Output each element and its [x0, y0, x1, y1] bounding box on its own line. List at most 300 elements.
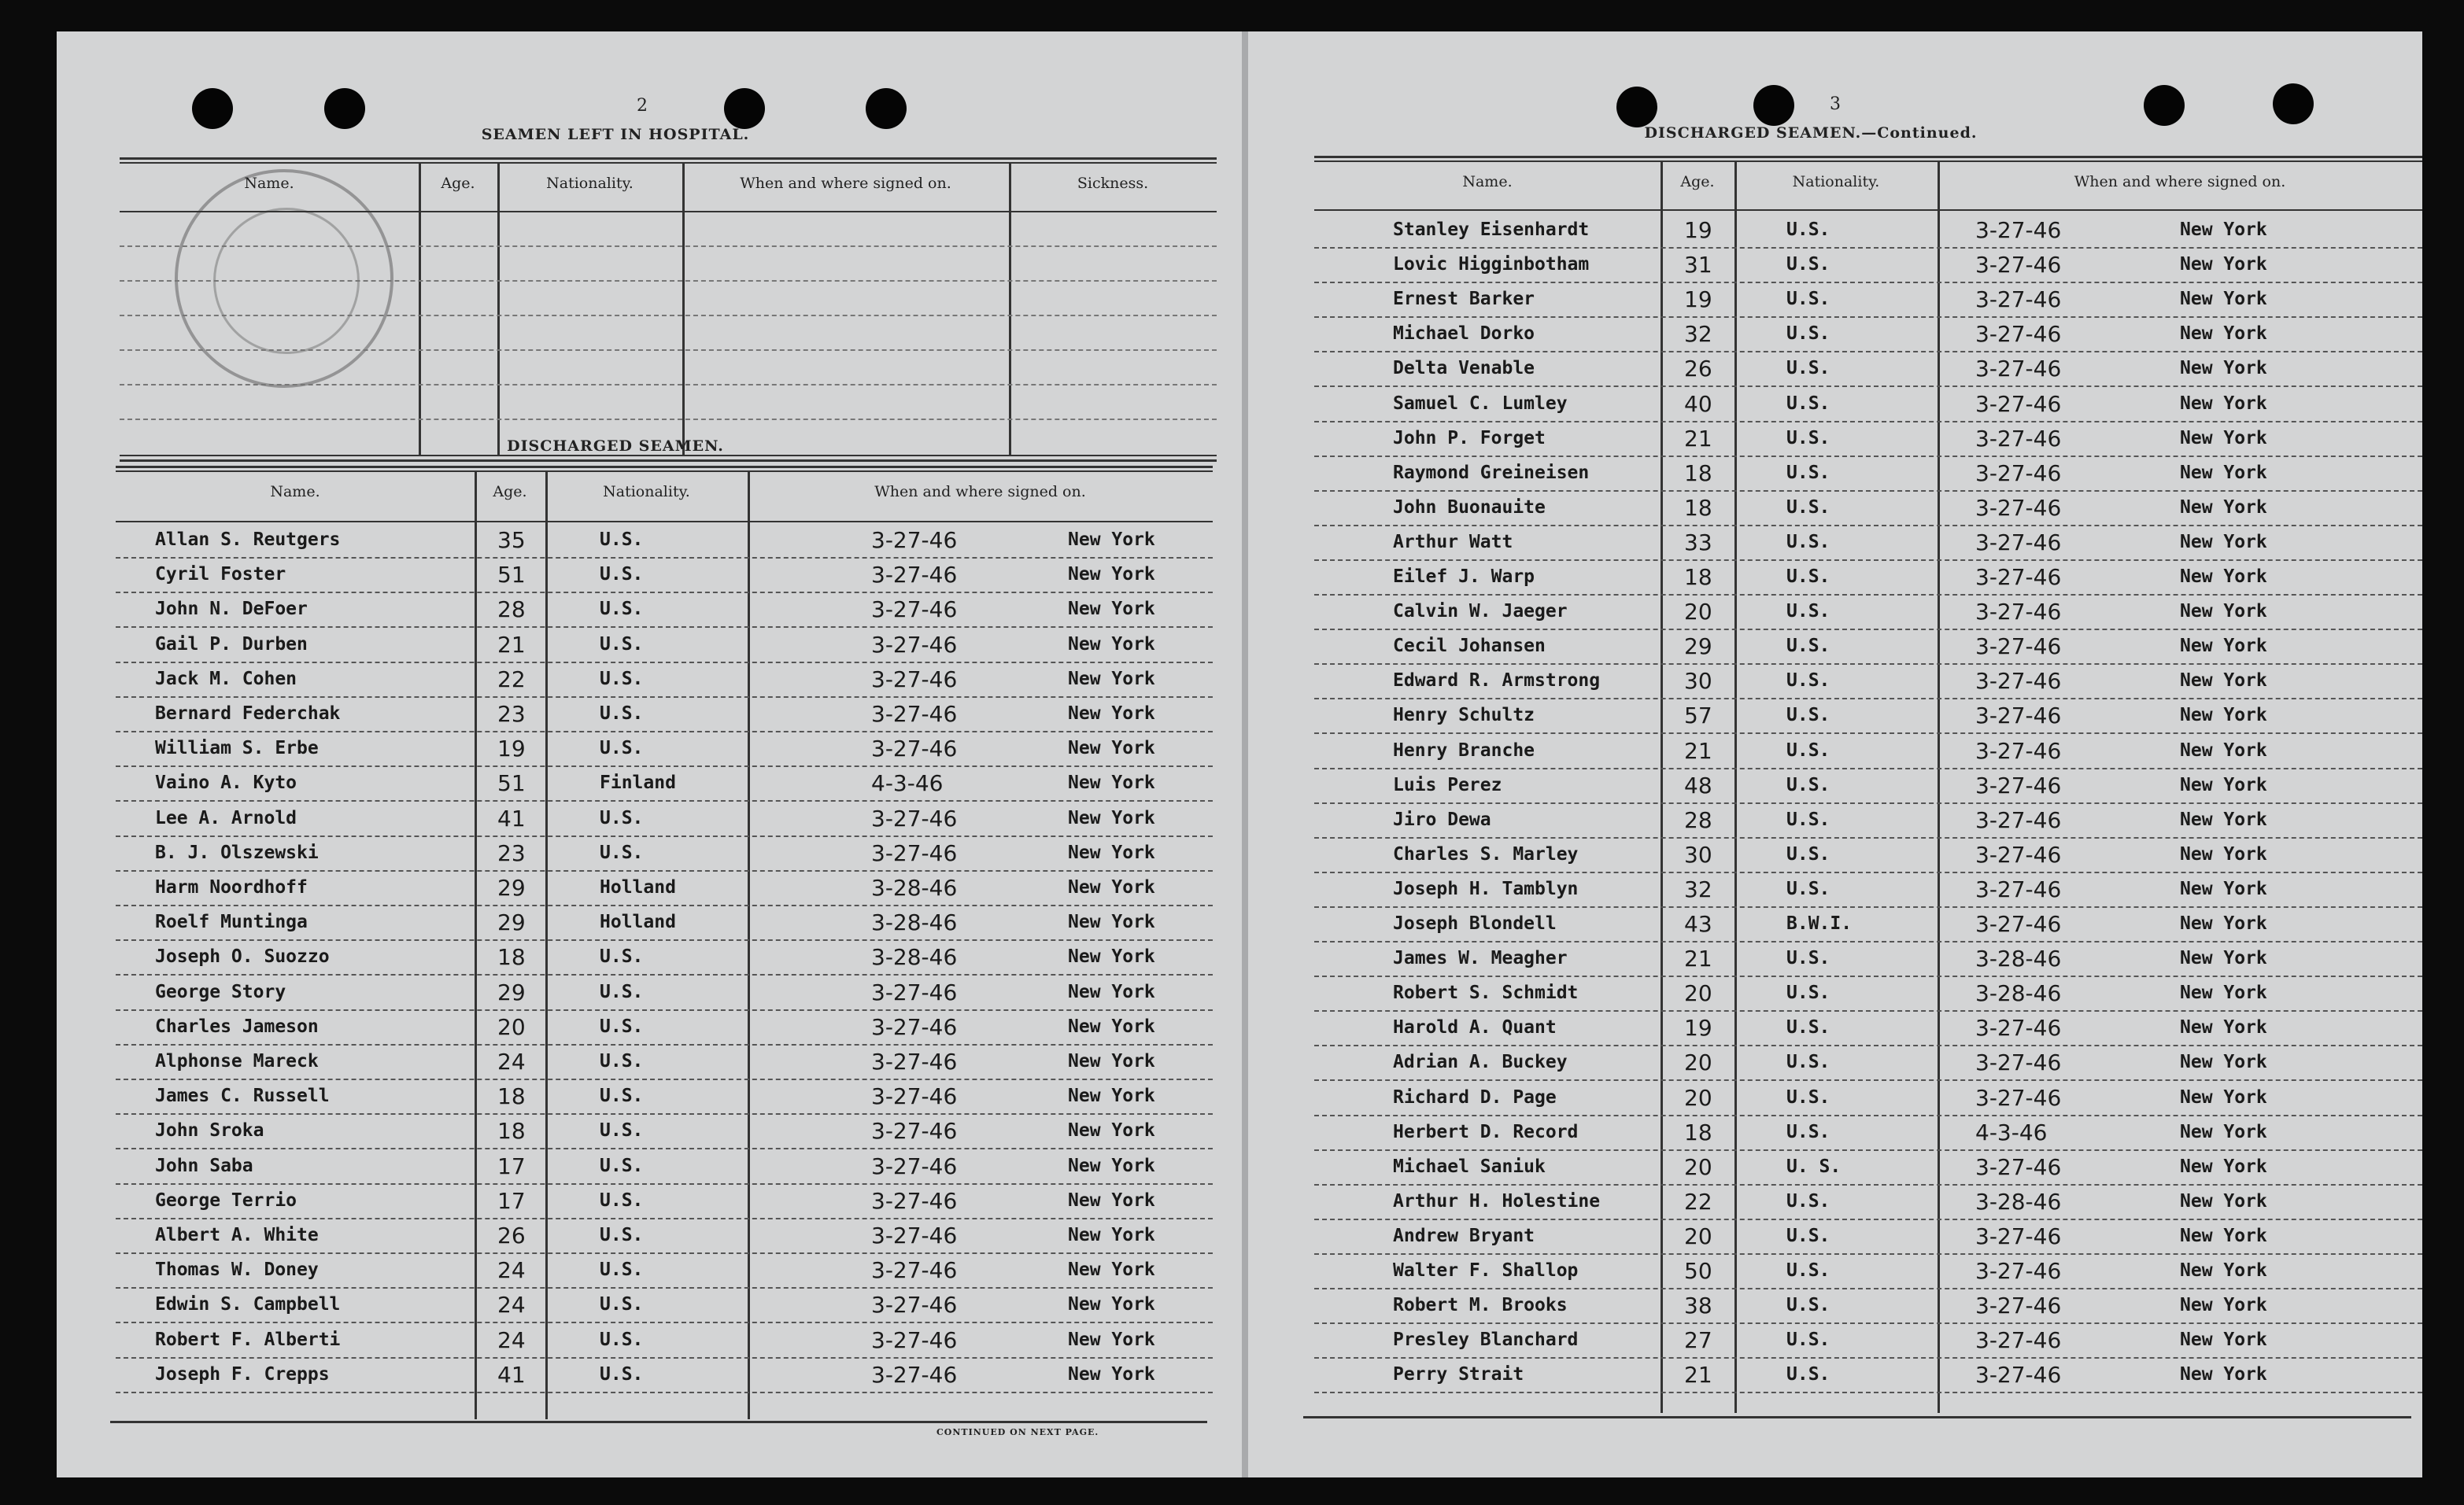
punch-hole: [324, 88, 365, 129]
table-row: [116, 629, 1213, 663]
table-row: [1314, 561, 2422, 596]
seaman-age: 18: [1684, 494, 1712, 521]
signed-on-date: 4-3-46: [871, 770, 944, 797]
seaman-age: 28: [1684, 806, 1712, 833]
signed-on-date: 3-27-46: [871, 666, 958, 692]
table-row: [1314, 352, 2422, 387]
signed-on-place: New York: [2180, 1121, 2267, 1142]
seaman-name: Herbert D. Record: [1393, 1121, 1579, 1142]
seaman-age: 50: [1684, 1258, 1712, 1284]
seaman-nationality: U.S.: [600, 1190, 644, 1211]
table-row: [1314, 1046, 2422, 1081]
seaman-age: 30: [1684, 841, 1712, 868]
table-row: [116, 1046, 1213, 1080]
rule: [120, 459, 1217, 462]
seaman-name: Lovic Higginbotham: [1393, 254, 1590, 275]
signed-on-date: 3-28-46: [1975, 946, 2062, 972]
rule: [1314, 160, 2422, 162]
seaman-nationality: Finland: [600, 773, 676, 794]
signed-on-date: 3-27-46: [1975, 459, 2062, 486]
seaman-age: 19: [497, 736, 526, 762]
signed-on-place: New York: [2180, 1156, 2267, 1177]
table-row: [116, 1324, 1213, 1359]
signed-on-place: New York: [1068, 633, 1155, 655]
seaman-nationality: U.S.: [600, 1120, 644, 1142]
signed-on-date: 3-27-46: [871, 1187, 958, 1214]
signed-on-date: 3-27-46: [871, 736, 958, 762]
signed-on-date: 3-27-46: [1975, 1258, 2062, 1284]
signed-on-date: 3-27-46: [1975, 1015, 2062, 1042]
seaman-name: Eilef J. Warp: [1393, 566, 1535, 587]
seaman-name: Robert F. Alberti: [155, 1329, 341, 1350]
punch-hole: [724, 88, 765, 129]
table-row: [116, 941, 1213, 976]
page-number: 3: [1830, 94, 1841, 114]
rule: [116, 470, 1213, 472]
table-row: [116, 1115, 1213, 1149]
signed-on-place: New York: [2180, 1086, 2267, 1108]
signed-on-date: 3-27-46: [871, 1118, 958, 1145]
signed-on-place: New York: [2180, 636, 2267, 657]
signed-on-date: 3-27-46: [1975, 772, 2062, 799]
signed-on-date: 3-27-46: [871, 1292, 958, 1319]
seaman-name: Charles S. Marley: [1393, 843, 1579, 865]
seaman-nationality: U.S.: [1786, 393, 1830, 414]
seaman-nationality: U.S.: [1786, 1295, 1830, 1316]
signed-on-date: 3-27-46: [871, 631, 958, 658]
seaman-name: George Terrio: [155, 1190, 297, 1211]
signed-on-place: New York: [2180, 913, 2267, 934]
table-row: [1314, 1255, 2422, 1289]
column-header-name: Name.: [1462, 173, 1513, 190]
signed-on-place: New York: [2180, 427, 2267, 448]
seaman-nationality: U.S.: [600, 1260, 644, 1281]
seaman-nationality: Holland: [600, 912, 676, 933]
seaman-age: 20: [1684, 1153, 1712, 1180]
table-row: [116, 698, 1213, 732]
seaman-name: Andrew Bryant: [1393, 1225, 1535, 1246]
column-header-signed-on: When and where signed on.: [740, 175, 951, 192]
blank-row: [120, 419, 1217, 420]
seaman-age: 18: [497, 1083, 526, 1110]
seaman-nationality: U.S.: [1786, 1364, 1830, 1385]
seaman-nationality: U.S.: [1786, 983, 1830, 1004]
seaman-nationality: U.S.: [1786, 289, 1830, 310]
seaman-age: 20: [1684, 1084, 1712, 1111]
signed-on-place: New York: [2180, 358, 2267, 379]
table-row: [1314, 699, 2422, 734]
signed-on-date: 3-27-46: [871, 1223, 958, 1249]
seaman-nationality: U.S.: [1786, 1225, 1830, 1246]
rule: [120, 162, 1217, 164]
seaman-name: Cecil Johansen: [1393, 636, 1546, 657]
signed-on-date: 3-27-46: [1975, 321, 2062, 348]
column-header-nationality: Nationality.: [546, 175, 634, 192]
seaman-nationality: U.S.: [600, 738, 644, 759]
signed-on-place: New York: [2180, 1017, 2267, 1038]
table-row: [1314, 596, 2422, 630]
rule: [120, 455, 1217, 456]
table-row: [1314, 1324, 2422, 1359]
signed-on-place: New York: [1068, 1190, 1155, 1211]
seaman-nationality: U.S.: [1786, 496, 1830, 518]
signed-on-place: New York: [1068, 912, 1155, 933]
blank-row: [120, 315, 1217, 316]
seaman-nationality: U.S.: [600, 946, 644, 968]
column-divider: [682, 164, 685, 456]
seaman-nationality: B.W.I.: [1786, 913, 1853, 934]
seaman-name: Adrian A. Buckey: [1393, 1052, 1568, 1073]
column-header-signed-on: When and where signed on.: [2074, 173, 2286, 190]
seaman-name: Harm Noordhoff: [155, 877, 308, 898]
rule: [1314, 156, 2422, 158]
seaman-age: 24: [497, 1326, 526, 1353]
seaman-name: Bernard Federchak: [155, 703, 341, 724]
seaman-name: Michael Dorko: [1393, 323, 1535, 345]
signed-on-date: 3-27-46: [1975, 286, 2062, 313]
table-row: [1314, 630, 2422, 665]
rule: [116, 521, 1213, 522]
table-row: [116, 1011, 1213, 1046]
blank-row: [120, 245, 1217, 247]
signed-on-place: New York: [2180, 1330, 2267, 1351]
signed-on-place: New York: [1068, 1051, 1155, 1072]
signed-on-place: New York: [2180, 1260, 2267, 1281]
seaman-name: Joseph F. Crepps: [155, 1363, 330, 1385]
table-row: [1314, 1082, 2422, 1116]
signed-on-place: New York: [2180, 774, 2267, 795]
rule: [110, 1421, 1207, 1423]
signed-on-date: 3-27-46: [1975, 1327, 2062, 1354]
table-row: [1314, 388, 2422, 422]
signed-on-date: 3-27-46: [871, 1083, 958, 1110]
table-row: [1314, 526, 2422, 561]
seaman-age: 38: [1684, 1293, 1712, 1319]
signed-on-date: 3-27-46: [1975, 703, 2062, 729]
signed-on-date: 3-27-46: [871, 1257, 958, 1284]
signed-on-date: 3-27-46: [871, 839, 958, 866]
signed-on-date: 3-28-46: [871, 909, 958, 936]
seaman-name: William S. Erbe: [155, 738, 319, 759]
column-divider: [497, 164, 500, 456]
signed-on-place: New York: [2180, 983, 2267, 1004]
seaman-age: 32: [1684, 321, 1712, 348]
seaman-nationality: U.S.: [1786, 740, 1830, 761]
signed-on-date: 3-27-46: [1975, 494, 2062, 521]
seaman-name: Michael Saniuk: [1393, 1156, 1546, 1177]
table-row: [1314, 977, 2422, 1012]
table-row: [116, 767, 1213, 802]
left-page: [57, 31, 1242, 1477]
seaman-nationality: U.S.: [600, 703, 644, 724]
signed-on-place: New York: [2180, 219, 2267, 240]
seaman-nationality: U.S.: [600, 1086, 644, 1107]
seaman-name: Jack M. Cohen: [155, 668, 297, 689]
table-row: [116, 976, 1213, 1011]
table-row: [1314, 214, 2422, 249]
signed-on-date: 3-27-46: [871, 1361, 958, 1388]
seaman-name: James C. Russell: [155, 1086, 330, 1107]
seaman-age: 26: [1684, 356, 1712, 382]
seaman-name: Luis Perez: [1393, 774, 1502, 795]
seaman-name: Vaino A. Kyto: [155, 773, 297, 794]
seaman-name: Robert S. Schmidt: [1393, 983, 1579, 1004]
seaman-name: Jiro Dewa: [1393, 809, 1491, 830]
seaman-age: 35: [497, 527, 526, 553]
seaman-nationality: U.S.: [1786, 1017, 1830, 1038]
seaman-name: Allan S. Reutgers: [155, 529, 341, 550]
seaman-name: Edwin S. Campbell: [155, 1294, 341, 1315]
column-header-name: Name.: [270, 483, 320, 500]
table-row: [116, 1080, 1213, 1115]
seaman-nationality: U.S.: [1786, 427, 1830, 448]
seaman-name: John Buonauite: [1393, 496, 1546, 518]
column-header-name: Name.: [244, 175, 294, 192]
table-row: [1314, 665, 2422, 699]
signed-on-date: 3-27-46: [871, 805, 958, 832]
table-row: [116, 1359, 1213, 1393]
seaman-age: 23: [497, 701, 526, 727]
seaman-nationality: U.S.: [1786, 219, 1830, 240]
signed-on-place: New York: [2180, 393, 2267, 414]
page-fold: [1242, 31, 1248, 1477]
seaman-nationality: U.S.: [1786, 462, 1830, 483]
punch-hole: [2273, 83, 2314, 124]
signed-on-place: New York: [1068, 807, 1155, 828]
seaman-nationality: U.S.: [1786, 705, 1830, 726]
column-divider: [419, 164, 421, 456]
signed-on-date: 3-27-46: [1975, 911, 2062, 937]
signed-on-place: New York: [1068, 877, 1155, 898]
table-row: [116, 802, 1213, 837]
seaman-age: 20: [1684, 980, 1712, 1007]
seaman-age: 31: [1684, 252, 1712, 278]
seaman-nationality: U.S.: [600, 1329, 644, 1350]
signed-on-date: 3-27-46: [1975, 841, 2062, 868]
column-header-age: Age.: [1680, 173, 1715, 190]
signed-on-date: 3-27-46: [1975, 1293, 2062, 1319]
signed-on-date: 3-27-46: [871, 527, 958, 553]
seaman-name: Ernest Barker: [1393, 289, 1535, 310]
blank-row: [120, 384, 1217, 385]
seaman-name: Roelf Muntinga: [155, 912, 308, 933]
signed-on-date: 3-28-46: [871, 944, 958, 971]
table-row: [116, 593, 1213, 628]
signed-on-place: New York: [2180, 740, 2267, 761]
seaman-age: 18: [497, 1118, 526, 1145]
table-row: [116, 837, 1213, 872]
seaman-age: 40: [1684, 390, 1712, 417]
seaman-nationality: U.S.: [600, 1016, 644, 1037]
signed-on-place: New York: [1068, 703, 1155, 724]
rule: [120, 211, 1217, 212]
table-row: [116, 872, 1213, 906]
table-row: [1314, 457, 2422, 492]
seaman-name: Harold A. Quant: [1393, 1017, 1557, 1038]
discharged-continued-title: DISCHARGED SEAMEN.—Continued.: [1644, 124, 1978, 142]
seaman-age: 32: [1684, 876, 1712, 902]
seaman-nationality: U.S.: [1786, 670, 1830, 692]
seaman-name: Calvin W. Jaeger: [1393, 601, 1568, 622]
signed-on-place: New York: [2180, 948, 2267, 969]
discharged-section-title: DISCHARGED SEAMEN.: [507, 437, 724, 455]
signed-on-date: 3-27-46: [1975, 1223, 2062, 1249]
seaman-name: Arthur H. Holestine: [1393, 1190, 1601, 1212]
signed-on-place: New York: [2180, 1190, 2267, 1212]
signed-on-place: New York: [1068, 1329, 1155, 1350]
seaman-name: Samuel C. Lumley: [1393, 393, 1568, 414]
punch-hole: [866, 88, 907, 129]
seaman-nationality: Holland: [600, 877, 676, 898]
seaman-nationality: U.S.: [1786, 1052, 1830, 1073]
signed-on-place: New York: [2180, 705, 2267, 726]
seaman-nationality: U.S.: [1786, 531, 1830, 552]
signed-on-date: 4-3-46: [1975, 1119, 2048, 1145]
seaman-age: 20: [497, 1013, 526, 1040]
seaman-nationality: U.S.: [600, 564, 644, 585]
signed-on-date: 3-27-46: [871, 1153, 958, 1179]
seaman-nationality: U.S.: [1786, 948, 1830, 969]
signed-on-date: 3-27-46: [1975, 876, 2062, 902]
table-row: [1314, 735, 2422, 769]
signed-on-date: 3-27-46: [871, 1013, 958, 1040]
signed-on-place: New York: [2180, 1225, 2267, 1246]
table-row: [1314, 1151, 2422, 1186]
table-row: [1314, 1220, 2422, 1255]
seaman-name: Cyril Foster: [155, 564, 286, 585]
seaman-name: John P. Forget: [1393, 427, 1546, 448]
seaman-nationality: U.S.: [600, 1225, 644, 1245]
table-row: [1314, 1012, 2422, 1046]
seaman-name: George Story: [155, 981, 286, 1002]
seaman-age: 21: [1684, 946, 1712, 972]
signed-on-date: 3-27-46: [1975, 1153, 2062, 1180]
seaman-name: John Saba: [155, 1155, 253, 1176]
signed-on-date: 3-27-46: [1975, 1049, 2062, 1076]
seaman-name: James W. Meagher: [1393, 948, 1568, 969]
signed-on-place: New York: [2180, 289, 2267, 310]
rule: [120, 157, 1217, 160]
seaman-age: 19: [1684, 286, 1712, 313]
signed-on-place: New York: [1068, 1120, 1155, 1142]
signed-on-place: New York: [2180, 601, 2267, 622]
seaman-nationality: U.S.: [1786, 774, 1830, 795]
table-row: [1314, 1359, 2422, 1393]
seaman-age: 43: [1684, 911, 1712, 937]
signed-on-place: New York: [1068, 773, 1155, 794]
seaman-name: Edward R. Armstrong: [1393, 670, 1601, 692]
seaman-nationality: U.S.: [600, 668, 644, 689]
signed-on-date: 3-27-46: [1975, 217, 2062, 243]
signed-on-date: 3-27-46: [1975, 252, 2062, 278]
seaman-age: 57: [1684, 703, 1712, 729]
seaman-age: 18: [497, 944, 526, 971]
table-row: [116, 1185, 1213, 1219]
seaman-name: Joseph H. Tamblyn: [1393, 878, 1579, 899]
signed-on-place: New York: [1068, 1225, 1155, 1245]
signed-on-date: 3-27-46: [1975, 1084, 2062, 1111]
seaman-nationality: U.S.: [600, 529, 644, 550]
seaman-nationality: U.S.: [600, 633, 644, 655]
signed-on-date: 3-27-46: [1975, 425, 2062, 452]
signed-on-place: New York: [2180, 566, 2267, 587]
seaman-nationality: U.S.: [600, 842, 644, 863]
signed-on-place: New York: [1068, 738, 1155, 759]
seaman-age: 24: [497, 1292, 526, 1319]
table-row: [1314, 422, 2422, 457]
signed-on-place: New York: [1068, 981, 1155, 1002]
signed-on-date: 3-27-46: [1975, 806, 2062, 833]
seaman-nationality: U.S.: [600, 1155, 644, 1176]
hospital-section-title: SEAMEN LEFT IN HOSPITAL.: [481, 126, 750, 143]
signed-on-place: New York: [1068, 1363, 1155, 1385]
signed-on-place: New York: [1068, 599, 1155, 620]
signed-on-date: 3-28-46: [1975, 1188, 2062, 1215]
seaman-age: 33: [1684, 529, 1712, 555]
seaman-nationality: U.S.: [1786, 601, 1830, 622]
seaman-age: 18: [1684, 564, 1712, 590]
seaman-nationality: U.S.: [1786, 358, 1830, 379]
seaman-age: 26: [497, 1223, 526, 1249]
seaman-age: 29: [497, 875, 526, 901]
table-row: [116, 663, 1213, 698]
seaman-age: 19: [1684, 1015, 1712, 1042]
seaman-nationality: U.S.: [1786, 1330, 1830, 1351]
seaman-nationality: U.S.: [1786, 1121, 1830, 1142]
signed-on-date: 3-27-46: [1975, 668, 2062, 695]
signed-on-place: New York: [1068, 1155, 1155, 1176]
signed-on-date: 3-27-46: [871, 1326, 958, 1353]
seaman-name: Lee A. Arnold: [155, 807, 297, 828]
seaman-name: Alphonse Mareck: [155, 1051, 319, 1072]
signed-on-place: New York: [2180, 531, 2267, 552]
punch-hole: [1753, 85, 1794, 126]
seaman-age: 21: [1684, 737, 1712, 764]
signed-on-place: New York: [2180, 462, 2267, 483]
table-row: [1314, 283, 2422, 318]
seaman-name: B. J. Olszewski: [155, 842, 319, 863]
seaman-age: 24: [497, 1257, 526, 1284]
signed-on-place: New York: [1068, 946, 1155, 968]
row-dotted-line: [116, 1392, 1213, 1393]
seaman-name: Perry Strait: [1393, 1364, 1524, 1385]
seaman-age: 48: [1684, 772, 1712, 799]
seaman-nationality: U. S.: [1786, 1156, 1842, 1177]
table-row: [1314, 908, 2422, 942]
seaman-age: 17: [497, 1153, 526, 1179]
seaman-nationality: U.S.: [600, 807, 644, 828]
seaman-nationality: U.S.: [1786, 1086, 1830, 1108]
seaman-name: Presley Blanchard: [1393, 1330, 1579, 1351]
signed-on-date: 3-27-46: [1975, 356, 2062, 382]
signed-on-date: 3-27-46: [871, 701, 958, 727]
seaman-nationality: U.S.: [1786, 878, 1830, 899]
signed-on-place: New York: [2180, 670, 2267, 692]
table-row: [1314, 942, 2422, 977]
seaman-age: 51: [497, 562, 526, 588]
punch-hole: [1616, 87, 1657, 127]
seaman-nationality: U.S.: [1786, 809, 1830, 830]
table-row: [1314, 1289, 2422, 1324]
circular-stamp: [175, 169, 393, 388]
seaman-name: Albert A. White: [155, 1225, 319, 1245]
page-number: 2: [637, 96, 648, 116]
table-row: [116, 1219, 1213, 1254]
rule: [1303, 1416, 2411, 1418]
table-row: [116, 732, 1213, 767]
signed-on-place: New York: [2180, 878, 2267, 899]
seaman-name: Robert M. Brooks: [1393, 1295, 1568, 1316]
